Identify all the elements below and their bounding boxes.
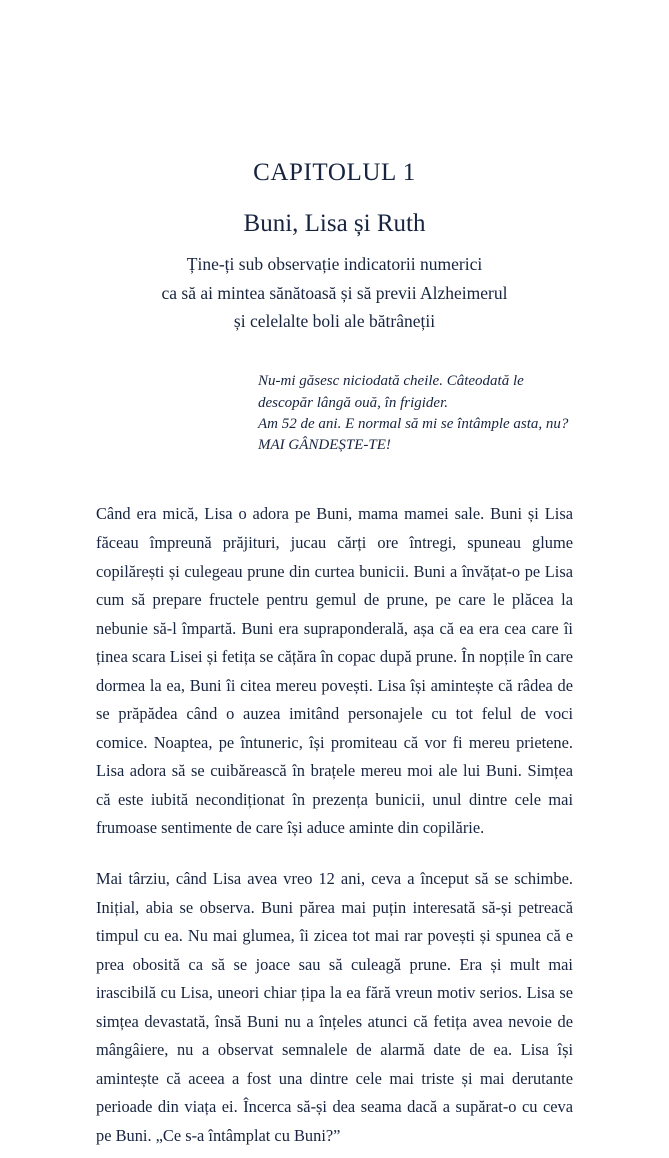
paragraph: Când era mică, Lisa o adora pe Buni, mama mamei sale. Buni și Lisa făceau împreună prăjituri, jucau cărți ore întregi, spuneau glume copilărești și culegeau prune din curtea bunicii. Buni a învățat-o pe Lisa cum să prepare fructele pentru gemul de prune, pe care le plăcea la nebunie să-l împartă. Buni era supraponderală, așa că ea era cea care îi ținea scara Lisei și fetița se cățăra în copac după prune. În nopțile în care dormea la ea, Buni îi citea mereu povești. Lisa își amintește că râdea de se prăpădea când o auzea imitând personajele cu tot felul de voci comice. Noaptea, pe întuneric, își promiteau că vor fi mereu prietene. Lisa adora să se cuibărească în brațele mereu moi ale lui Buni. Simțea că este iubită necondiționat în prezența bunicii, unul dintre cele mai frumoase sentimente de care își aduce aminte din copilărie. [96, 504, 573, 838]
chapter-title: Buni, Lisa și Ruth [243, 210, 426, 237]
chapter-subtitle [96, 250, 573, 335]
chapter-subtitle-line-2: ca să ai mintea sănătoasă și să previi Alzheimerul [161, 282, 508, 303]
epigraph-line-3: MAI GÂNDEȘTE-TE! [258, 437, 391, 454]
chapter-header [96, 158, 573, 335]
epigraph-line-2: Am 52 de ani. E normal să mi se întâmple asta, nu? [258, 415, 569, 432]
body-text [96, 500, 573, 1150]
epigraph [258, 371, 573, 456]
paragraph: Mai târziu, când Lisa avea vreo 12 ani, ceva a început să se schimbe. Inițial, abia se observa. Buni părea mai puțin interesată să-și petreacă timpul cu ea. Nu mai glumea, îi zicea tot mai rar povești și spunea că e prea obosită ca să se joace sau să culeagă prune. Era și mult mai irascibilă cu Lisa, uneori chiar țipa la ea fără vreun motiv serios. Lisa se simțea devastată, însă Buni nu a înțeles atunci că fetița avea nevoie de mângâiere, nu a observat semnalele de alarmă date de ea. Lisa își amintește că aceea a fost una dintre cele mai triste și mai derutante perioade din viața ei. Încerca să-și dea seama dacă a supărat-o cu ceva pe Buni. „Ce s-a întâmplat cu Buni?” [96, 869, 573, 1145]
epigraph-line-1: Nu-mi găsesc niciodată cheile. Câteodată le descopăr lângă ouă, în frigider. [258, 373, 524, 411]
chapter-subtitle-line-1: Ține-ți sub observație indicatorii numerici [186, 254, 483, 275]
book-page [0, 158, 669, 1158]
chapter-number: CAPITOLUL 1 [253, 159, 416, 186]
chapter-subtitle-line-3: și celelalte boli ale bătrâneții [233, 310, 436, 331]
